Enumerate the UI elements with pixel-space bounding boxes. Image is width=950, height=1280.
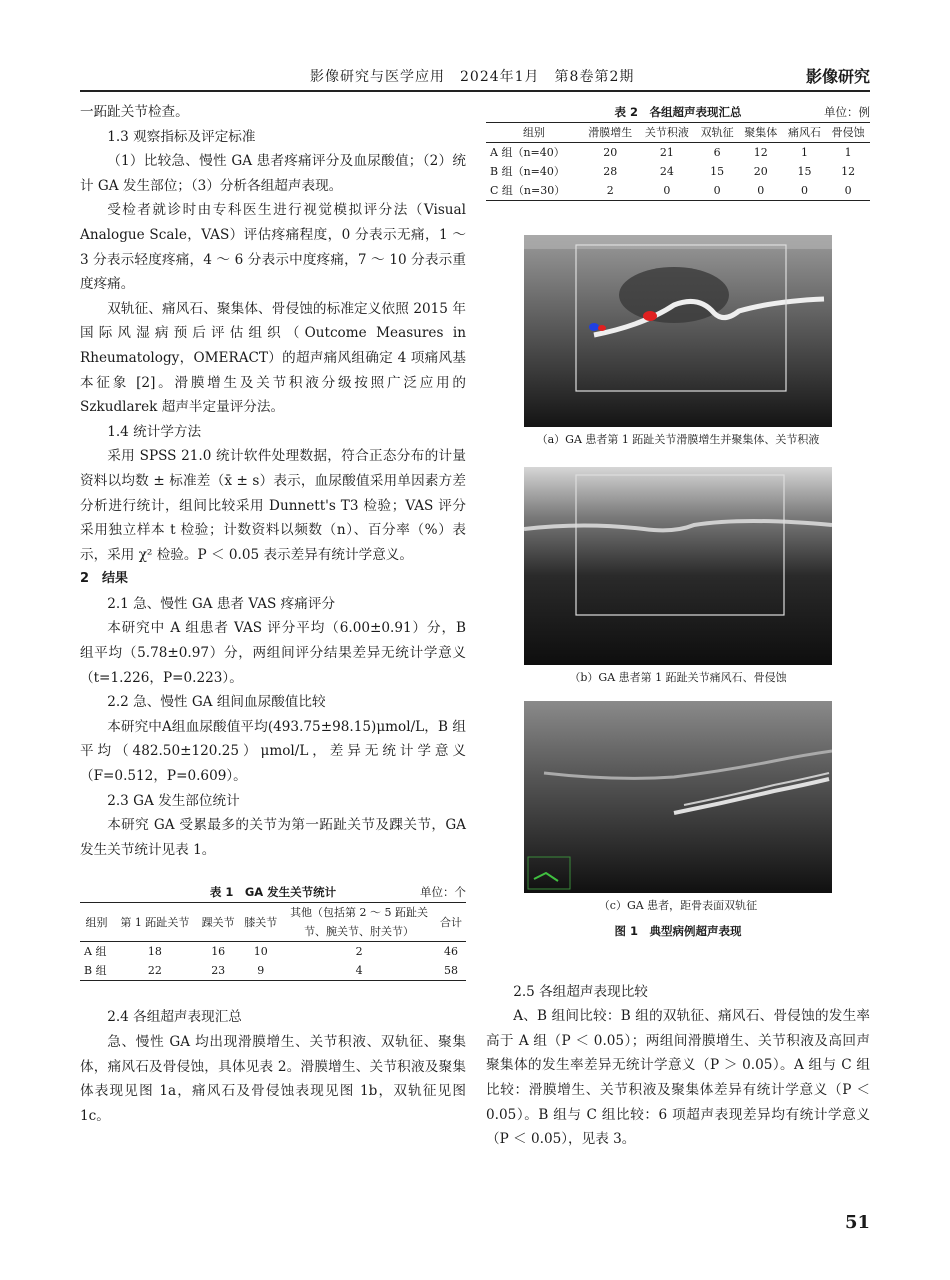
table1-title: 表 1 GA 发生关节统计 xyxy=(209,885,337,900)
table2-header: 聚集体 xyxy=(739,123,783,143)
table-row xyxy=(486,143,870,163)
section-heading-1-4: 1.4 统计学方法 xyxy=(107,423,202,440)
table-cell: 1 xyxy=(844,146,852,159)
table-cell: 0 xyxy=(800,184,808,197)
left-column xyxy=(80,100,466,1128)
table-row xyxy=(486,181,870,201)
table-row xyxy=(486,162,870,181)
table-cell: A 组（n=40） xyxy=(490,146,565,159)
table2-unit: 单位：例 xyxy=(824,105,870,119)
table1-header: 合计 xyxy=(436,903,466,942)
table-cell: 4 xyxy=(355,964,363,978)
section-heading-2: 2 结果 xyxy=(80,571,129,587)
table1-header: 踝关节 xyxy=(197,903,240,942)
paragraph: A、B 组间比较：B 组的双轨征、痛风石、骨侵蚀的发生率高于 A 组（P ＜ 0.05）；两组间滑膜增生、关节积液及高回声聚集体的发生率差异无统计学意义（P ＞ 0.05）。A 组与 C 组比较：滑膜增生、关节积液及聚集体差异有统计学意义（P ＜ 0.05）。B 组与 C 组比较：6 项超声表现差异均有统计学意义（P ＜ 0.05），见表 3。 xyxy=(486,1008,870,1148)
table-cell: 0 xyxy=(663,184,671,197)
table1-caption xyxy=(80,880,466,902)
table1-unit: 单位：个 xyxy=(420,885,466,900)
section-label: 影像研究 xyxy=(805,67,870,86)
page-number: 51 xyxy=(844,1212,870,1233)
table-cell: 0 xyxy=(713,184,721,197)
paragraph: 本研究中A组血尿酸值平均(493.75±98.15)μmol/L，B 组平均（482.50±120.25）μmol/L，差异无统计学意义（F=0.512，P=0.609）。 xyxy=(80,718,466,785)
figure-title: 图 1 典型病例超声表现 xyxy=(614,924,742,938)
paragraph: 受检者就诊时由专科医生进行视觉模拟评分法（Visual Analogue Scale，VAS）评估疼痛程度，0 分表示无痛，1 ～ 3 分表示轻度疼痛，4 ～ 6 分表示中度疼痛，7 ～ 10 分表示重度疼痛。 xyxy=(80,202,466,293)
paragraph: 采用 SPSS 21.0 统计软件处理数据，符合正态分布的计量资料以均数 ± 标准差（x̄ ± s）表示，血尿酸值采用单因素方差分析进行统计，组间比较采用 Dunnett's T3 检验；VAS 评分采用独立样本 t 检验；计数资料以频数（n）、百分率（%）表示，采用 χ² 检验。P ＜ 0.05 表示差异有统计学意义。 xyxy=(80,448,466,563)
paragraph: 本研究中 A 组患者 VAS 评分平均（6.00±0.91）分，B 组平均（5.78±0.97）分，两组间评分结果差异无统计学意义（t=1.226，P=0.223）。 xyxy=(80,620,466,686)
table-cell: C 组（n=30） xyxy=(490,184,566,197)
paragraph: 一跖趾关节检查。 xyxy=(80,104,189,120)
table-row xyxy=(80,942,466,962)
ultrasound-b-graphic xyxy=(524,467,832,665)
table2-header: 痛风石 xyxy=(783,123,827,143)
table-cell: B 组（n=40） xyxy=(490,165,565,178)
table-row xyxy=(80,961,466,981)
table-cell: 16 xyxy=(211,945,226,959)
table-cell: 0 xyxy=(757,184,765,197)
table-cell: 2 xyxy=(606,184,614,197)
figure-caption-a: （a）GA 患者第 1 跖趾关节滑膜增生并聚集体、关节积液 xyxy=(536,433,820,446)
table-cell: 1 xyxy=(800,146,808,159)
table-cell: 2 xyxy=(355,945,363,959)
figure-caption-b: （b）GA 患者第 1 跖趾关节痛风石、骨侵蚀 xyxy=(569,671,787,684)
table-cell: 58 xyxy=(444,964,459,978)
section-heading-1-3: 1.3 观察指标及评定标准 xyxy=(107,128,256,145)
table-cell: 0 xyxy=(844,184,852,197)
table-cell: 21 xyxy=(659,146,674,159)
table-cell: 6 xyxy=(713,146,721,159)
table-cell: A 组 xyxy=(84,945,107,959)
table-cell: 10 xyxy=(253,945,268,959)
right-column xyxy=(486,100,870,1152)
table-cell: 12 xyxy=(841,165,856,178)
table1 xyxy=(80,902,466,981)
ultrasound-image-b xyxy=(524,467,832,665)
section-heading-2-5: 2.5 各组超声表现比较 xyxy=(513,983,648,1000)
table2-header: 关节积液 xyxy=(639,123,696,143)
header-rule xyxy=(80,90,870,92)
paragraph: 急、慢性 GA 均出现滑膜增生、关节积液、双轨征、聚集体，痛风石及骨侵蚀，具体见表 2。滑膜增生、关节积液及聚集体表现见图 1a，痛风石及骨侵蚀表现见图 1b，双轨征见图 1c。 xyxy=(80,1034,466,1124)
table2-caption xyxy=(486,100,870,122)
paragraph: （1）比较急、慢性 GA 患者疼痛评分及血尿酸值；（2）统计 GA 发生部位；（3）分析各组超声表现。 xyxy=(80,153,466,194)
table1-header: 第 1 跖趾关节 xyxy=(113,903,197,942)
paragraph: 本研究 GA 受累最多的关节为第一跖趾关节及踝关节，GA 发生关节统计见表 1。 xyxy=(80,817,466,858)
paragraph: 双轨征、痛风石、聚集体、骨侵蚀的标准定义依照 2015 年国际风湿病预后评估组织（Outcome Measures in Rheumatology，OMERACT）的超声痛风组确定 4 项痛风基本征象 [2]。滑膜增生及关节积液分级按照广泛应用的 Szkudlarek 超声半定量评分法。 xyxy=(80,300,466,416)
table-cell: 24 xyxy=(659,165,674,178)
section-heading-2-4: 2.4 各组超声表现汇总 xyxy=(107,1009,242,1026)
table-cell: 18 xyxy=(147,945,162,959)
table-cell: 20 xyxy=(753,165,768,178)
table2-header: 双轨征 xyxy=(695,123,739,143)
table-cell: 15 xyxy=(797,165,812,178)
table-cell: 9 xyxy=(257,964,265,978)
table-cell: 28 xyxy=(603,165,618,178)
figure-caption-c: （c）GA 患者，距骨表面双轨征 xyxy=(598,899,758,912)
table1-header: 其他（包括第 2 ～ 5 跖趾关节、腕关节、肘关节） xyxy=(282,903,436,942)
section-heading-2-1: 2.1 急、慢性 GA 患者 VAS 疼痛评分 xyxy=(107,595,336,612)
table-cell: 23 xyxy=(211,964,226,978)
journal-info: 影像研究与医学应用 2024年1月 第8卷第2期 xyxy=(310,69,635,85)
table-cell: 46 xyxy=(444,945,459,959)
table-cell: 22 xyxy=(147,964,162,978)
running-header xyxy=(80,62,870,90)
table-cell: 12 xyxy=(753,146,768,159)
table2-header: 滑膜增生 xyxy=(582,123,639,143)
table2-header: 骨侵蚀 xyxy=(826,123,870,143)
ultrasound-image-a xyxy=(524,235,832,427)
table-cell: B 组 xyxy=(84,964,107,978)
section-heading-2-2: 2.2 急、慢性 GA 组间血尿酸值比较 xyxy=(107,694,326,711)
ultrasound-image-c xyxy=(524,701,832,893)
table1-header: 膝关节 xyxy=(239,903,282,942)
table2-header: 组别 xyxy=(486,123,582,143)
table-cell: 15 xyxy=(710,165,725,178)
table2-title: 表 2 各组超声表现汇总 xyxy=(614,105,742,119)
table1-header: 组别 xyxy=(80,903,113,942)
ultrasound-a-graphic xyxy=(524,235,832,427)
table2 xyxy=(486,122,870,201)
ultrasound-c-graphic xyxy=(524,701,832,893)
table-cell: 20 xyxy=(603,146,618,159)
section-heading-2-3: 2.3 GA 发生部位统计 xyxy=(107,792,240,809)
